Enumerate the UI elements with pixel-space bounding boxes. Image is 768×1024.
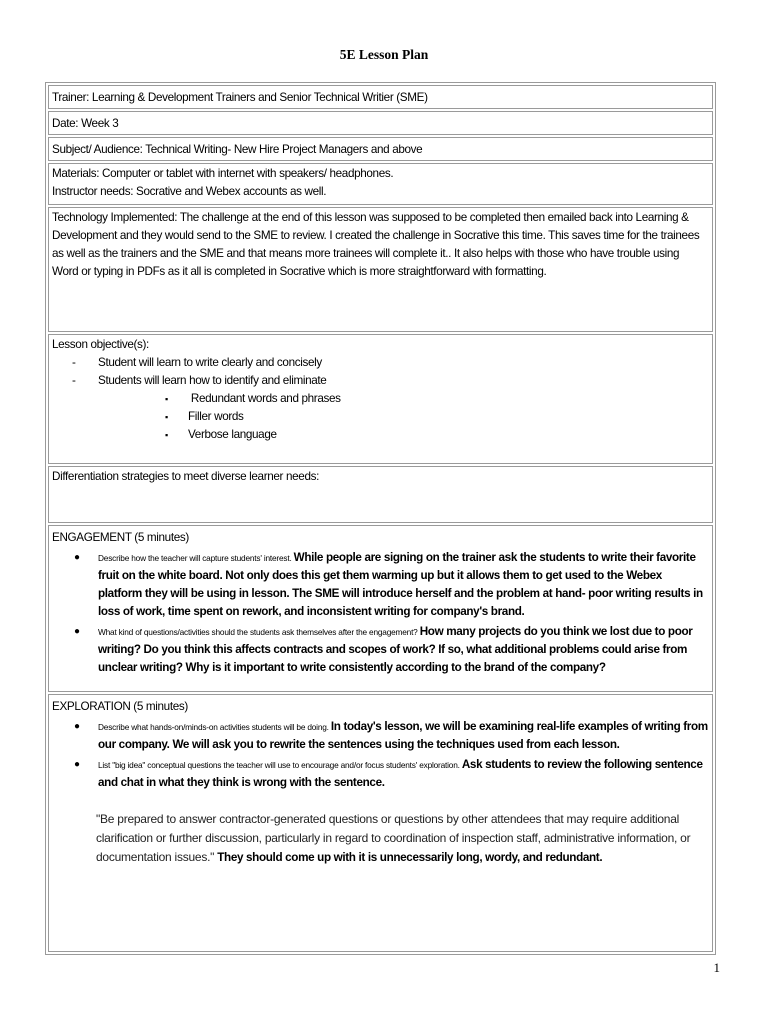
engagement-heading: ENGAGEMENT (5 minutes) [52,531,189,544]
dash-marker: - [72,356,76,369]
objective-item [52,354,708,372]
subject-text: Subject/ Audience: Technical Writing- New Hire Project Managers and above [52,143,423,156]
date-text: Date: Week 3 [52,117,119,130]
engagement-answer: While people are signing on the trainer ask the students to write their favorite fruit on the white board. Not only does this get them warming up but it allows them to get used to the Webex platform they will be using in lesson. The SME will introduce herself and the problem at hand- poor writing results in loss of work, time spent on rework, and inconsistent writing for company's brand. [98,551,703,618]
differentiation-text: Differentiation strategies to meet diverse learner needs: [52,470,319,483]
bullet-icon: ● [74,626,80,637]
objective-subitem-text: Redundant words and phrases [188,392,341,405]
date-row [48,111,713,135]
example-quote-block [96,810,700,867]
objectives-row [48,334,713,464]
document-title: 5E Lesson Plan [339,47,429,62]
bullet-icon: ● [74,759,80,770]
trainer-row [48,85,713,109]
exploration-row [48,694,713,952]
instructor-needs-line: Instructor needs: Socrative and Webex accounts as well. [52,185,327,198]
technology-row [48,207,713,332]
differentiation-row [48,466,713,523]
materials-row [48,163,713,205]
objective-text: Students will learn how to identify and eliminate [98,374,327,387]
engagement-item [74,549,708,621]
bullet-icon: ● [74,721,80,732]
square-bullet-icon: ▪ [165,430,168,440]
engagement-item [74,623,708,677]
objectives-heading: Lesson objective(s): [52,338,149,351]
objective-text: Student will learn to write clearly and concisely [98,356,322,369]
dash-marker: - [72,374,76,387]
square-bullet-icon: ▪ [165,394,168,404]
page-number: 1 [713,960,720,975]
engagement-row [48,525,713,692]
square-bullet-icon: ▪ [165,412,168,422]
exploration-heading: EXPLORATION (5 minutes) [52,700,188,713]
example-quote: "Be prepared to answer contractor-generated questions or questions by other attendees that may require additional clarification or further discussion, particularly in regard to coordination of inspection staff, administrative information, or documentation issues." [96,812,691,864]
trainer-text: Trainer: Learning & Development Trainers and Senior Technical Writier (SME) [52,91,428,104]
subject-row [48,137,713,161]
engagement-prompt: What kind of questions/activities should the students ask themselves after the engagement? [98,627,420,637]
materials-line: Materials: Computer or tablet with internet with speakers/ headphones. [52,167,394,180]
objective-subitem-text: Filler words [188,410,244,423]
technology-text: Technology Implemented: The challenge at the end of this lesson was supposed to be completed then emailed back into Learning & Development and they would send to the SME to review. I created the challenge in Socrative this time. This saves time for the trainees as well as the trainers and the SME and that means more trainees will complete it.. It also helps with those who have trouble using Word or typing in PDFs as it all is completed in Socrative which is more straightforward with formatting. [52,211,700,278]
objective-subitem [52,426,708,444]
exploration-prompt: Describe what hands-on/minds-on activities students will be doing. [98,722,331,732]
exploration-answer: In today's lesson, we will be examining real-life examples of writing from our company. We will ask you to rewrite the sentences using the techniques used from each lesson. [98,720,708,751]
exploration-item [74,718,708,754]
objective-subitem [52,390,708,408]
objective-item [52,372,708,390]
objective-subitem-text: Verbose language [188,428,277,441]
exploration-item [74,756,708,792]
objective-subitem [52,408,708,426]
bullet-icon: ● [74,552,80,563]
quote-followup: They should come up with it is unnecessarily long, wordy, and redundant. [217,851,603,864]
engagement-prompt: Describe how the teacher will capture students' interest. [98,553,294,563]
engagement-answer: How many projects do you think we lost due to poor writing? Do you think this affects contracts and scopes of work? If so, what additional problems could arise from unclear writing? Why is it important to write consistently according to the brand of the company? [98,625,693,674]
exploration-answer: Ask students to review the following sentence and chat in what they think is wrong with the sentence. [98,758,703,789]
lesson-plan-table [45,82,716,955]
exploration-prompt: List "big idea" conceptual questions the teacher will use to encourage and/or focus students' exploration. [98,760,462,770]
